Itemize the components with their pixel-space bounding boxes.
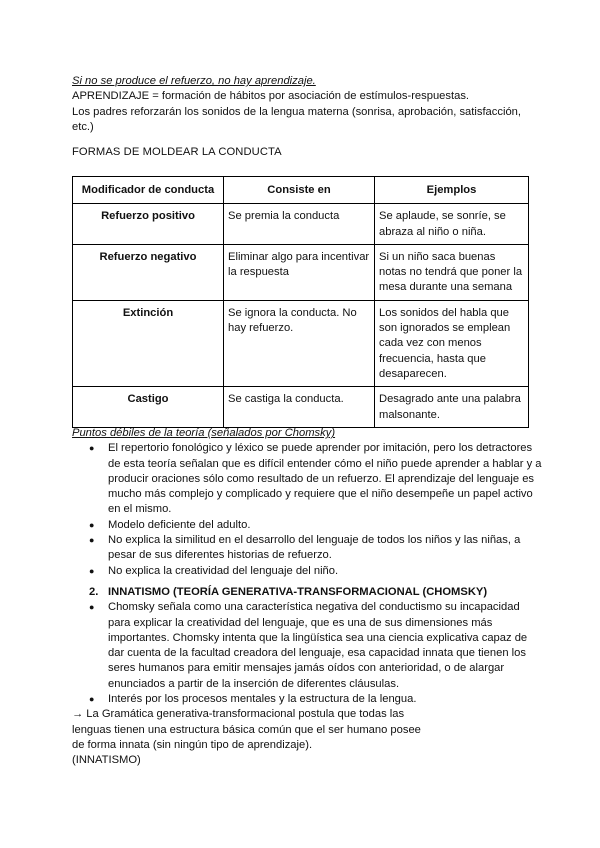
list-item (72, 600, 542, 692)
intro-block (72, 74, 542, 136)
section2-title (72, 585, 542, 600)
bullet-icon: ● (89, 519, 95, 530)
arrow-paragraph (72, 707, 542, 768)
weak-points-title: Puntos débiles de la teoría (señalados por Chomsky) (72, 427, 336, 439)
table-cell-modifier: Castigo (73, 387, 224, 428)
bullet-icon: ● (89, 694, 95, 705)
intro-line1: APRENDIZAJE = formación de hábitos por asociación de estímulos-respuestas. (72, 90, 470, 103)
intro-underlined: Si no se produce el refuerzo, no hay aprendizaje. (72, 75, 316, 87)
table-cell-modifier: Refuerzo positivo (73, 204, 224, 245)
table-cell: Eliminar algo para incentivar la respuesta (224, 244, 375, 300)
weak-points-list (72, 441, 542, 579)
innatismo-list (72, 600, 542, 707)
list-item-text: Interés por los procesos mentales y la estructura de la lengua. (108, 693, 417, 706)
arrow-line: → La Gramática generativa-transformacional postula que todas las (72, 708, 405, 721)
bullet-icon: ● (89, 602, 95, 613)
table-cell: Se castiga la conducta. (224, 387, 375, 428)
table-cell: Se ignora la conducta. No hay refuerzo. (224, 300, 375, 386)
section-heading: FORMAS DE MOLDEAR LA CONDUCTA (72, 146, 282, 158)
arrow-line: de forma innata (sin ningún tipo de aprendizaje). (72, 738, 313, 751)
list-item-text: El repertorio fonológico y léxico se puede aprender por imitación, pero los detractores de esta teoría señalan que es difícil entender cómo el niño puede aprender a hablar y a producir oraciones sólo como resultado de un refuerzo. El aprendizaje del lenguaje es mucho más complejo y complicado y requiere que el niño desempeñe un papel activo en el mismo. (108, 442, 542, 516)
table-cell: Desagrado ante una palabra malsonante. (375, 387, 529, 428)
table-row (73, 204, 529, 245)
table-cell: Se aplaude, se sonríe, se abraza al niño o niña. (375, 204, 529, 245)
list-item (72, 441, 542, 517)
bullet-icon: ● (89, 535, 95, 546)
list-item (72, 564, 542, 579)
conduct-table (72, 176, 529, 428)
table-cell: Se premia la conducta (224, 204, 375, 245)
table-row (73, 300, 529, 386)
table-header-row (73, 177, 529, 204)
list-item (72, 692, 542, 707)
section2-title-text: INNATISMO (TEORÍA GENERATIVA-TRANSFORMACIONAL (CHOMSKY) (108, 586, 488, 598)
table-header: Consiste en (224, 177, 375, 204)
table-header: Ejemplos (375, 177, 529, 204)
table-cell: Si un niño saca buenas notas no tendrá que poner la mesa durante una semana (375, 244, 529, 300)
table-row (73, 244, 529, 300)
table-row (73, 387, 529, 428)
list-item-text: No explica la creatividad del lenguaje del niño. (108, 564, 339, 577)
weak-points-block (72, 426, 542, 579)
list-item (72, 533, 542, 564)
intro-line2: Los padres reforzarán los sonidos de la lengua materna (sonrisa, aprobación, satisfacción, etc.) (72, 105, 521, 134)
arrow-line: (INNATISMO) (72, 754, 141, 767)
innatismo-section (72, 585, 542, 769)
arrow-line: lenguas tienen una estructura básica común que el ser humano posee (72, 723, 421, 736)
table-header: Modificador de conducta (73, 177, 224, 204)
section2-number: 2. (89, 586, 99, 598)
bullet-icon: ● (89, 443, 95, 454)
list-item-text: No explica la similitud en el desarrollo del lenguaje de todos los niños y las niñas, a pesar de sus diferentes historias de refuerzo. (108, 534, 521, 562)
bullet-icon: ● (89, 565, 95, 576)
list-item-text: Modelo deficiente del adulto. (108, 518, 251, 531)
table-cell-modifier: Refuerzo negativo (73, 244, 224, 300)
list-item (72, 518, 542, 533)
table-cell: Los sonidos del habla que son ignorados se emplean cada vez con menos frecuencia, hasta que desaparecen. (375, 300, 529, 386)
list-item-text: Chomsky señala como una característica negativa del conductismo su incapacidad para explicar la creatividad del lenguaje, que es una de sus dimensiones más importantes. Chomsky intenta que la lingüística sea una ciencia explicativa capaz de dar cuenta de la facultad creadora del lenguaje, esa capacidad innata que tienen los seres humanos para emitir mensajes jamás oídos con anterioridad, o de alargar enunciados a partir de la inserción de diferentes cláusulas. (108, 601, 528, 690)
table-cell-modifier: Extinción (73, 300, 224, 386)
